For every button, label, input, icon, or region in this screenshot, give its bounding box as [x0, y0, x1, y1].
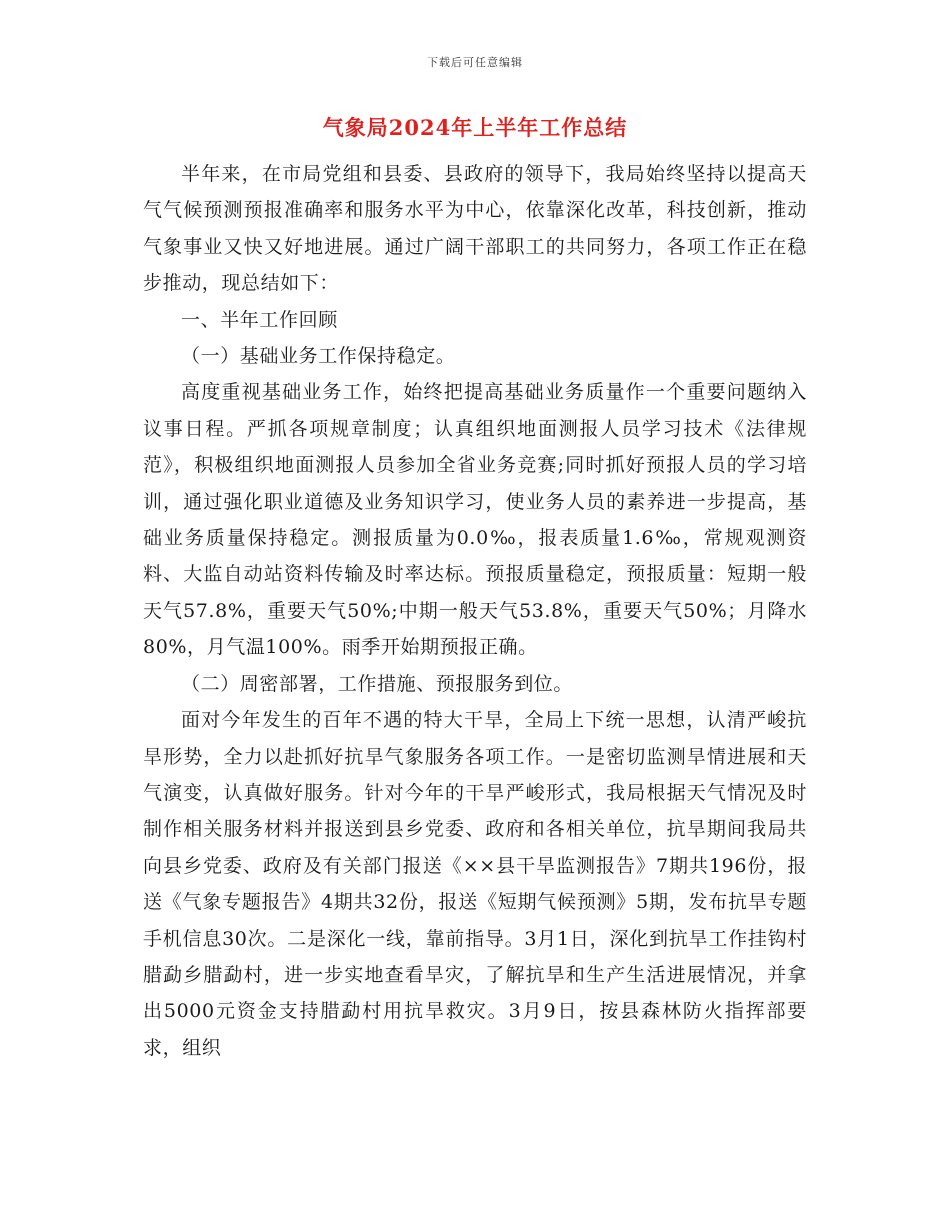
- body-paragraph: 高度重视基础业务工作，始终把提高基础业务质量作一个重要问题纳入议事日程。严抓各项规章制度；认真组织地面测报人员学习技术《法律规范》，积极组织地面测报人员参加全省业务竞赛;同时抓好预报人员的学习培训，通过强化职业道德及业务知识学习，使业务人员的素养进一步提高，基础业务质量保持稳定。测报质量为0.0‰，报表质量1.6‰，常规观测资料、大监自动站资料传输及时率达标。预报质量稳定，预报质量：短期一般天气57.8%，重要天气50%;中期一般天气53.8%，重要天气50%；月降水80%，月气温100%。雨季开始期预报正确。: [143, 381, 807, 659]
- subsection-heading: （一）基础业务工作保持稳定。: [181, 345, 456, 368]
- document-title: 气象局2024年上半年工作总结: [322, 115, 628, 140]
- body-paragraph: 面对今年发生的百年不遇的特大干旱，全局上下统一思想，认清严峻抗旱形势，全力以赴抓好抗旱气象服务各项工作。一是密切监测旱情进展和天气演变，认真做好服务。针对今年的干旱严峻形式，我局根据天气情况及时制作相关服务材料并报送到县乡党委、政府和各相关单位，抗旱期间我局共向县乡党委、政府及有关部门报送《××县干旱监测报告》7期共196份，报送《气象专题报告》4期共32份，报送《短期气候预测》5期，发布抗旱专题手机信息30次。二是深化一线，靠前指导。3月1日，深化到抗旱工作挂钩村腊勐乡腊勐村，进一步实地查看旱灾，了解抗旱和生产生活进展情况，并拿出5000元资金支持腊勐村用抗旱救灾。3月9日，按县森林防火指挥部要求，组织: [143, 709, 807, 1059]
- subsection-heading: （二）周密部署，工作措施、预报服务到位。: [181, 672, 574, 695]
- document-body: [143, 156, 807, 1066]
- header-note: 下载后可任意编辑: [427, 56, 523, 69]
- section-heading: 一、半年工作回顾: [181, 308, 338, 331]
- intro-paragraph: 半年来，在市局党组和县委、县政府的领导下，我局始终坚持以提高天气气候预测预报准确率和服务水平为中心，依靠深化改革，科技创新，推动气象事业又快又好地进展。通过广阔干部职工的共同努力，各项工作正在稳步推动，现总结如下：: [143, 163, 807, 295]
